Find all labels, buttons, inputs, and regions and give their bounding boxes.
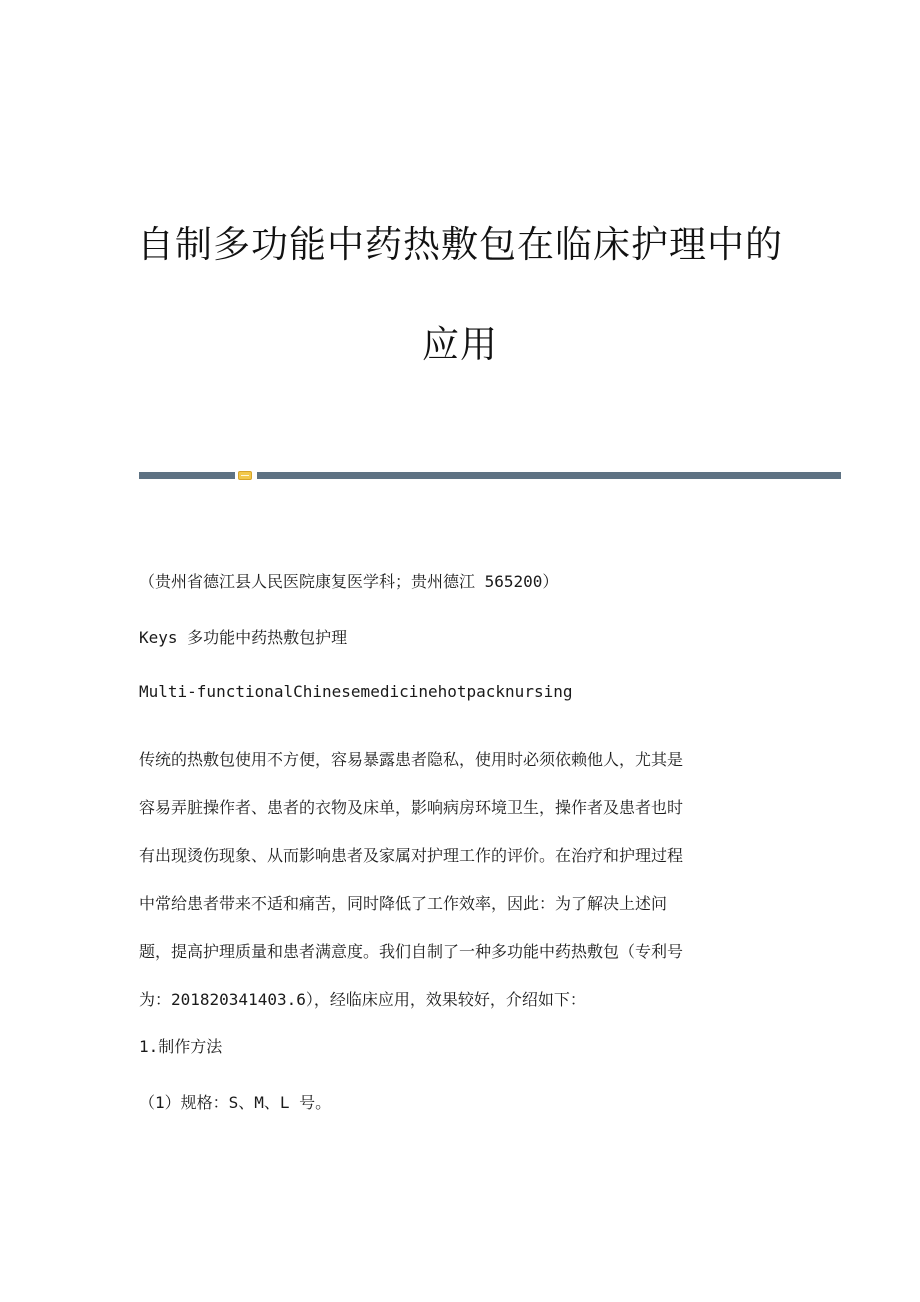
document-title-line-2: 应用	[422, 323, 498, 366]
paragraph-line: 为：201820341403.6），经临床应用，效果较好，介绍如下：	[139, 990, 586, 1009]
paragraph-line: 传统的热敷包使用不方便，容易暴露患者隐私，使用时必须依赖他人，尤其是	[139, 750, 684, 769]
document-title-line-1: 自制多功能中药热敷包在临床护理中的	[137, 223, 783, 266]
affiliation: （贵州省德江县人民医院康复医学科；贵州德江 565200）	[139, 572, 559, 591]
divider-bar-left	[139, 472, 235, 479]
spec-item: （1）规格：S、M、L 号。	[139, 1093, 332, 1112]
title-divider	[139, 471, 841, 480]
paragraph-line: 容易弄脏操作者、患者的衣物及床单，影响病房环境卫生，操作者及患者也时	[139, 798, 684, 817]
section-heading: 1.制作方法	[139, 1037, 223, 1056]
paragraph-line: 中常给患者带来不适和痛苦，同时降低了工作效率，因此：为了解决上述问	[139, 894, 668, 913]
paragraph-line: 有出现烫伤现象、从而影响患者及家属对护理工作的评价。在治疗和护理过程	[139, 846, 684, 865]
divider-ornament-icon	[238, 471, 252, 480]
paragraph-line: 题，提高护理质量和患者满意度。我们自制了一种多功能中药热敷包（专利号	[139, 942, 684, 961]
divider-bar-right	[257, 472, 841, 479]
keywords-chinese: Keys 多功能中药热敷包护理	[139, 628, 348, 647]
intro-paragraph	[139, 736, 779, 1024]
keywords-english: Multi-functionalChinesemedicinehotpacknursing	[139, 682, 573, 701]
